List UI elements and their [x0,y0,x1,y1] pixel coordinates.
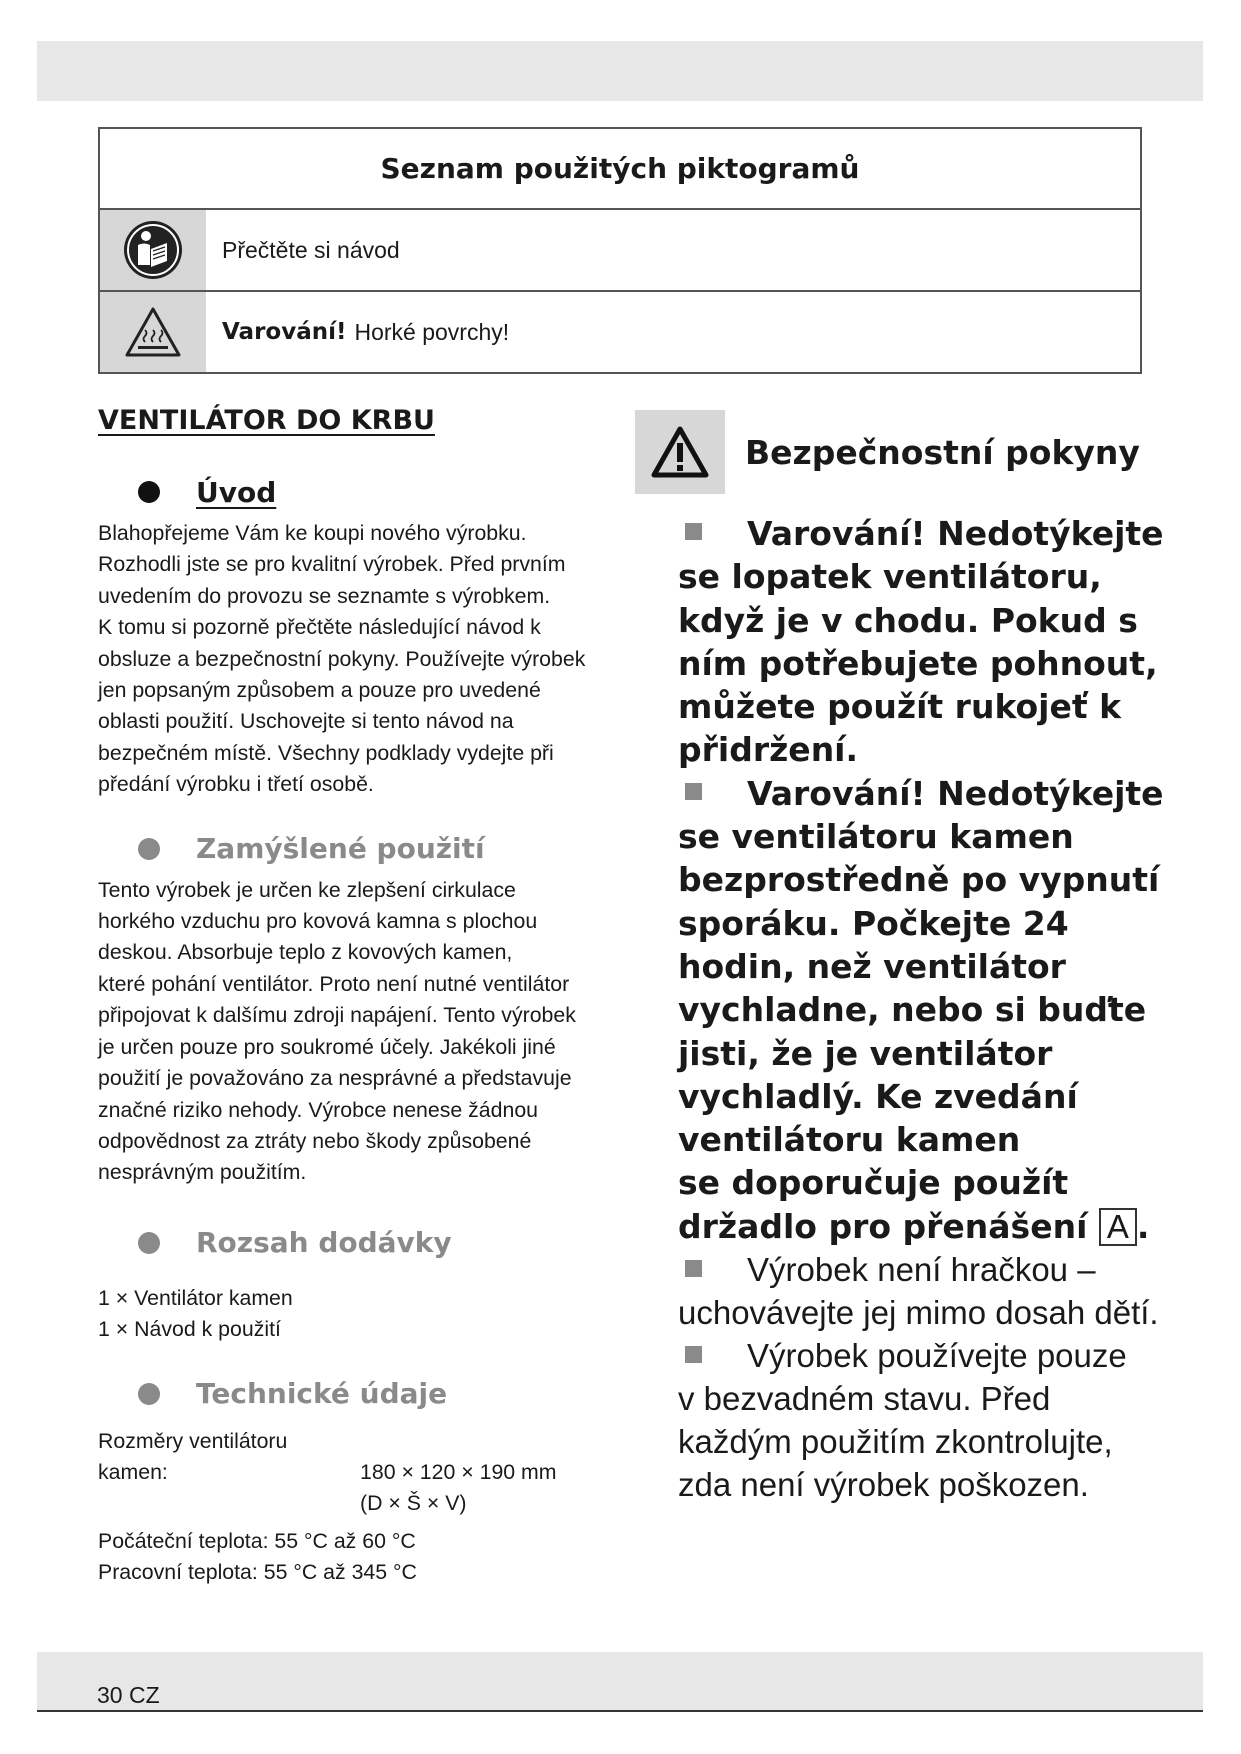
section-heading-technical: Technické údaje [138,1368,618,1420]
page-number: 30 CZ [97,1682,160,1708]
square-bullet-icon [685,523,702,540]
pictogram-label-text: Horké povrchy! [354,318,510,345]
working-temperature: Pracovní teplota: 55 °C až 345 °C [98,1560,417,1585]
safety-title: Bezpečnostní pokyny [745,432,1140,472]
square-bullet-icon [685,1260,702,1277]
hot-surface-icon [100,292,206,372]
spec-label: Rozměry ventilátoru [98,1428,288,1453]
pictogram-label-text: Přečtěte si návod [222,236,400,263]
section-heading-delivery: Rozsah dodávky [138,1217,618,1269]
warning-icon [635,410,725,494]
warning-hot-fan: Varování! Nedotýkejte se ventilátoru kamen bezprostředně po vypnutí sporáku. Počkejte 24 hodin, než ventilátor vychladne, nebo si buďte jisti, že je ventilátor vychladlý. Ke zvedání ventilátoru kamen se doporučuje použít držadlo pro přenášení A . [678,773,1164,1246]
note-condition: Výrobek používejte pouze v bezvadném stavu. Před každým použitím zkontrolujte, zda není výrobek poškozen. [678,1337,1127,1504]
list-item: 1 × Návod k použití [98,1317,281,1342]
spec-label: kamen: [98,1459,168,1484]
note-not-toy: Výrobek není hračkou – uchovávejte jej mimo dosah dětí. [678,1251,1159,1332]
pictogram-row [100,290,1140,372]
spec-value: 180 × 120 × 190 mm [360,1459,557,1484]
left-column [98,405,618,1589]
pictogram-table [98,127,1142,374]
pictogram-label [206,292,1140,372]
bullet-icon [138,838,160,860]
temperature-specs [98,1526,618,1589]
intro-paragraph: Blahopřejeme Vám ke koupi nového výrobku. Rozhodli jste se pro kvalitní výrobek. Před prvním uvedením do provozu se seznamte s výrobkem. K tomu si pozorně přečtěte následující návod k obsluze a bezpečnostní pokyny. Používejte výrobek jen popsaným způsobem a pouze pro uvedené oblasti použití. Uschovejte si tento návod na bezpečném místě. Všechny podklady vydejte při předání výrobku i třetí osobě. [98,521,586,797]
list-item: 1 × Ventilátor kamen [98,1285,293,1310]
bullet-icon [138,481,160,503]
square-bullet-icon [685,1346,702,1363]
intended-use-paragraph: Tento výrobek je určen ke zlepšení cirkulace horkého vzduchu pro kovová kamna s plochou deskou. Absorbuje teplo z kovových kamen, které pohání ventilátor. Proto není nutné ventilátor připojovat k dalšímu zdroji napájení. Tento výrobek je určen pouze pro soukromé účely. Jakékoli jiné použití je považováno za nesprávné a představuje značné riziko nehody. Výrobce nenese žádnou odpovědnost za ztráty nebo škody způsobené nesprávným použitím. [98,877,576,1185]
safety-heading [635,410,1175,494]
start-temperature: Počáteční teplota: 55 °C až 60 °C [98,1528,416,1553]
warning-blades: Varování! Nedotýkejte se lopatek ventilátoru, když je v chodu. Pokud s ním potřebujete pohnout, můžete použít rukojeť k přidržení. [678,514,1164,770]
pictogram-table-title: Seznam použitých piktogramů [100,129,1140,210]
pictogram-row [100,210,1140,290]
bullet-icon [138,1232,160,1254]
section-heading-intro: Úvod [138,466,618,518]
right-column [635,410,1175,1506]
section-heading-intended-use: Zamýšlené použití [138,823,618,875]
header-bar [37,41,1203,101]
main-title: VENTILÁTOR DO KRBU [98,405,435,436]
technical-specs [98,1426,618,1520]
square-bullet-icon [685,783,702,800]
warning-label: Varování! [222,319,347,345]
pictogram-label [206,210,1140,290]
spec-value: (D × Š × V) [360,1491,467,1516]
bullet-icon [138,1383,160,1405]
read-manual-icon [100,210,206,290]
delivery-list [98,1283,618,1346]
figure-reference: A [1099,1208,1137,1246]
footer-bar [37,1652,1203,1712]
